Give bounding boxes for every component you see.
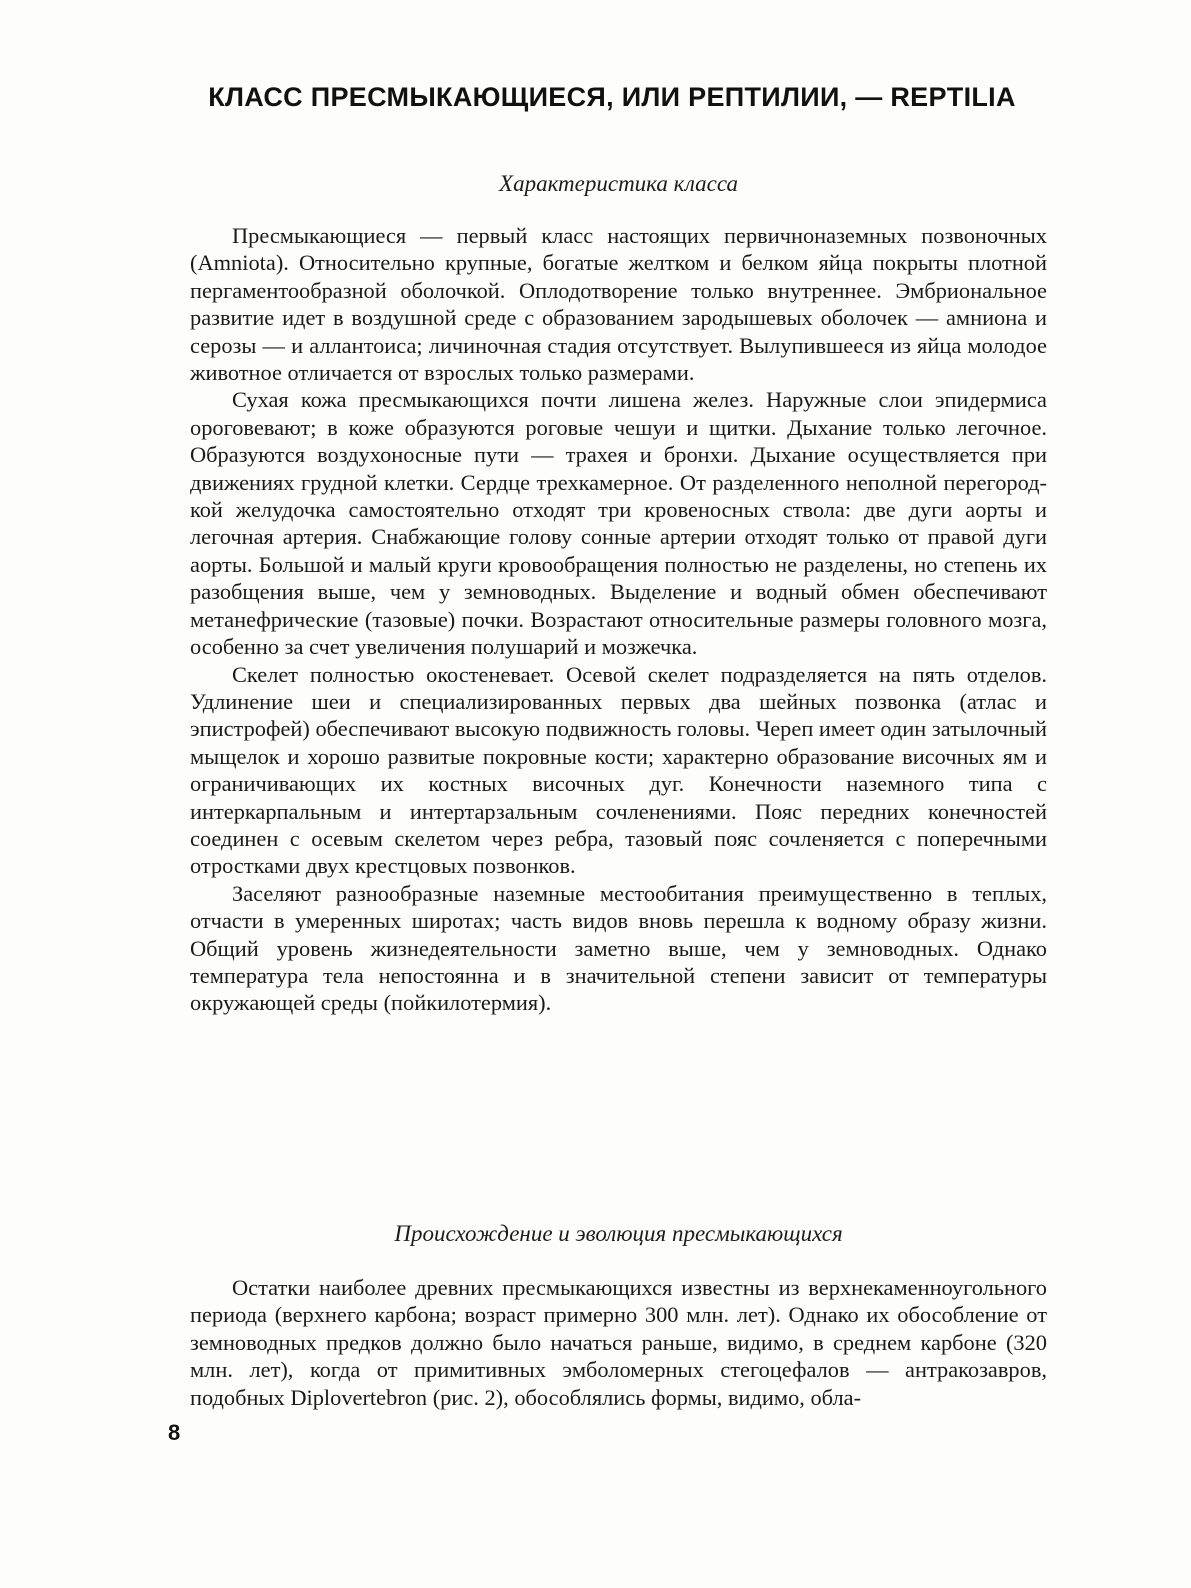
- paragraph-skeleton: Скелет полностью окостеневает. Осевой скелет подразделяется на пять отделов. Удлинение шеи и специализированных первых два шейных позвонка (атлас и эпистрофей) обеспечивают высокую подвижность головы. Череп имеет один затылочный мыщелок и хорошо развитые покровные кости; характерно образование височных ям и ограничивающих их костных височных дуг. Конечности наземного типа с интеркарпальным и интертарзальным сочленениями. Пояс передних конечностей соединен с осевым скелетом через ребра, тазовый пояс сочленяется с поперечными отростками двух крестцовых позвонков.: [190, 661, 1047, 879]
- paragraph-earliest-reptiles: Остатки наиболее древних пресмыкающихся известны из верхнекаменноугольного периода (верхнего карбона; возраст примерно 300 млн. лет). Однако их обособление от земноводных предков должно было начаться раньше, видимо, в среднем карбоне (320 млн. лет), когда от примитивных эмболомерных стегоцефалов — антракозавров, подобных Diplovertebron (рис. 2), обособлялись формы, видимо, обла-: [190, 1275, 1047, 1410]
- page-number: 8: [168, 1420, 181, 1445]
- section-origin-and-evolution: [190, 1218, 1047, 1411]
- section-heading-characteristics: Характеристика класса: [499, 171, 738, 196]
- paragraph-skin-and-organs: Сухая кожа пресмыкающихся почти лишена желез. Наружные слои эпидермиса ороговевают; в коже образуются роговые чешуи и щитки. Дыхание только легочное. Образуются воздухоносные пути — трахея и бронхи. Дыхание осуществляется при движениях грудной клетки. Сердце трехкамерное. От разделенного неполной перегородкой желудочка самостоятельно отходят три кровеносных ствола: две дуги аорты и легочная артерия. Снабжающие голову сонные артерии отходят только от правой дуги аорты. Большой и малый круги кровообращения полностью не разделены, но степень их разобщения выше, чем у земноводных. Выделение и водный обмен обеспечивают метанефрические (тазовые) почки. Возрастают относительные размеры головного мозга, особенно за счет увеличения полушарий и мозжечка.: [190, 387, 1047, 660]
- section-heading-origin: Происхождение и эволюция пресмыкающихся: [394, 1221, 843, 1246]
- paragraph-habitats: Заселяют разнообразные наземные местообитания преимущественно в теплых, отчасти в умеренных широтах; часть видов вновь перешла к водному образу жизни. Общий уровень жизнедеятельности заметно выше, чем у земноводных. Однако температура тела непостоянна и в значительной степени зависит от температуры окружающей среды (пойкилотермия).: [190, 880, 1047, 1016]
- chapter-title: КЛАСС ПРЕСМЫКАЮЩИЕСЯ, ИЛИ РЕПТИЛИИ, — REPTILIA: [208, 82, 1016, 112]
- section-class-characteristics: [190, 168, 1047, 1017]
- paragraph-amniota-intro: Пресмыкающиеся — первый класс настоящих первичноназемных позвоночных (Amniota). Относительно крупные, богатые желтком и белком яйца покрыты плотной пергаментообразной оболочкой. Оплодотворение только внутреннее. Эмбриональное развитие идет в воздушной среде с образованием зародышевых оболочек — амниона и серозы — и аллантоиса; личиночная стадия отсутствует. Вылупившееся из яйца молодое животное отличается от взрослых только размерами.: [190, 223, 1047, 386]
